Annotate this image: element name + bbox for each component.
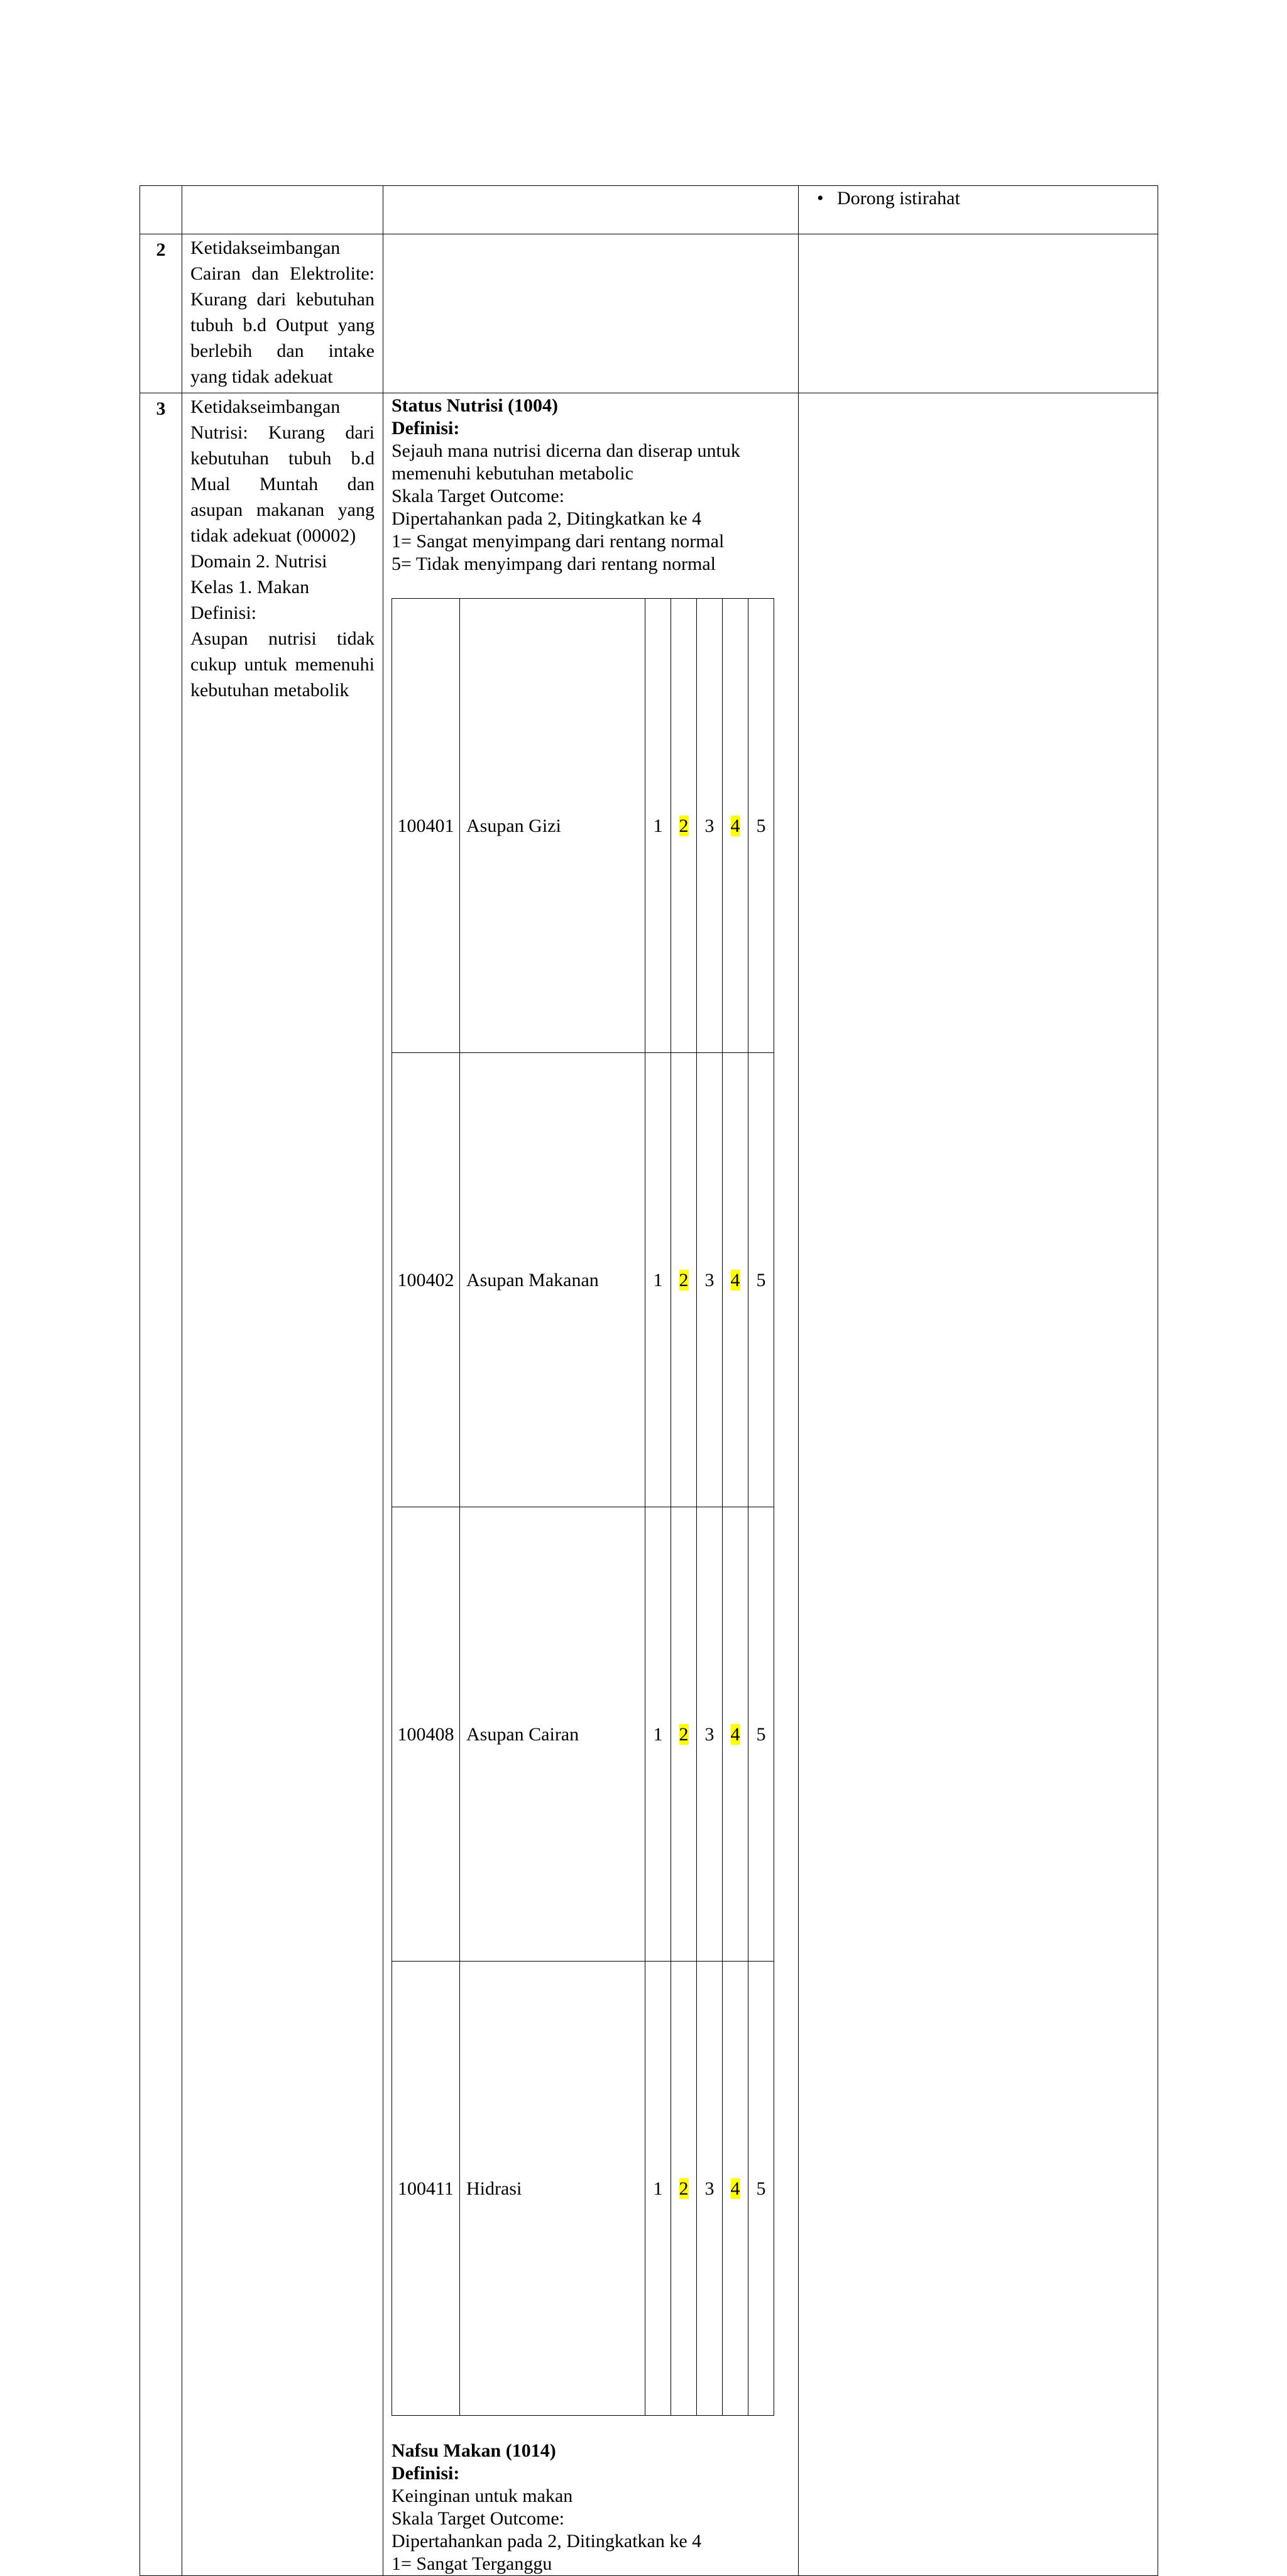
outcome-scale-high: 5= Tidak menyimpang dari rentang normal <box>392 554 716 574</box>
score-2 <box>671 1962 697 2416</box>
indicator-code: 100402 <box>392 1053 460 1507</box>
bullet-icon: • <box>817 188 824 209</box>
score-1: 1 <box>645 1962 671 2416</box>
score-4 <box>723 1962 748 2416</box>
outcome-scale-low: 1= Sangat menyimpang dari rentang normal <box>392 531 725 552</box>
indicator-row <box>392 599 774 1053</box>
score-4 <box>723 1507 748 1962</box>
indicator-table <box>392 598 774 2416</box>
indicator-name: Hidrasi <box>460 1962 645 2416</box>
number-cell <box>140 186 182 234</box>
diagnosis-definition: Asupan nutrisi tidak cukup untuk memenuhi kebutuhan metabolik <box>190 628 375 701</box>
score-3: 3 <box>697 599 723 1053</box>
score-5: 5 <box>748 1507 774 1962</box>
score-2-highlight: 2 <box>679 1269 689 1291</box>
row-number: 2 <box>140 234 182 393</box>
care-plan-table <box>140 185 1158 2576</box>
score-4-highlight: 4 <box>730 815 740 836</box>
outcome-definition: Keinginan untuk makan <box>392 2486 573 2506</box>
outcome-scale-low: 1= Sangat Terganggu <box>392 2553 552 2574</box>
outcome-scale-label: Skala Target Outcome: <box>392 2508 565 2529</box>
intervention-cell <box>799 186 1158 234</box>
indicator-name: Asupan Cairan <box>460 1507 645 1962</box>
score-4 <box>723 1053 748 1507</box>
outcome-title: Nafsu Makan (1014) <box>392 2440 556 2461</box>
outcome-definition: Sejauh mana nutrisi dicerna dan diserap untuk memenuhi kebutuhan metabolic <box>392 440 740 484</box>
table-row <box>140 234 1158 393</box>
indicator-row <box>392 1962 774 2416</box>
score-2 <box>671 599 697 1053</box>
score-3: 3 <box>697 1053 723 1507</box>
score-2-highlight: 2 <box>679 1723 689 1745</box>
outcome-cell <box>383 393 799 2576</box>
score-2 <box>671 1507 697 1962</box>
score-5: 5 <box>748 1053 774 1507</box>
score-2 <box>671 1053 697 1507</box>
diagnosis-definition-label: Definisi: <box>190 603 256 623</box>
indicator-code: 100411 <box>392 1962 460 2416</box>
outcome-cell <box>383 234 799 393</box>
outcome-definition-label: Definisi: <box>392 418 460 439</box>
diagnosis-class: Kelas 1. Makan <box>190 577 310 598</box>
intervention-cell <box>799 393 1158 2576</box>
diagnosis-cell <box>182 234 383 393</box>
intervention-text: Dorong istirahat <box>837 188 960 209</box>
table-row <box>140 186 1158 234</box>
score-3: 3 <box>697 1962 723 2416</box>
outcome-target: Dipertahankan pada 2, Ditingkatkan ke 4 <box>392 508 702 529</box>
outcome-target: Dipertahankan pada 2, Ditingkatkan ke 4 <box>392 2531 702 2551</box>
score-4 <box>723 599 748 1053</box>
score-4-highlight: 4 <box>730 1723 740 1745</box>
score-5: 5 <box>748 1962 774 2416</box>
diagnosis-cell <box>182 393 383 2576</box>
outcome-scale-label: Skala Target Outcome: <box>392 486 565 506</box>
outcome-definition-label: Definisi: <box>392 2463 460 2484</box>
score-1: 1 <box>645 1053 671 1507</box>
score-5: 5 <box>748 599 774 1053</box>
score-4-highlight: 4 <box>730 2178 740 2199</box>
score-2-highlight: 2 <box>679 815 689 836</box>
diagnosis-block <box>190 393 375 703</box>
outcome-block <box>392 393 790 2575</box>
score-1: 1 <box>645 1507 671 1962</box>
score-1: 1 <box>645 599 671 1053</box>
diagnosis-text: Ketidakseimbangan Nutrisi: Kurang dari kebutuhan tubuh b.d Mual Muntah dan asupan makanan yang tidak adekuat (00002) <box>190 396 375 546</box>
diagnosis-cell <box>182 186 383 234</box>
score-4-highlight: 4 <box>730 1269 740 1291</box>
intervention-bullet-item <box>807 186 1149 211</box>
intervention-cell <box>799 234 1158 393</box>
diagnosis-domain: Domain 2. Nutrisi <box>190 551 327 572</box>
indicator-row <box>392 1507 774 1962</box>
outcome-title: Status Nutrisi (1004) <box>392 395 559 416</box>
indicator-code: 100401 <box>392 599 460 1053</box>
indicator-name: Asupan Makanan <box>460 1053 645 1507</box>
indicator-code: 100408 <box>392 1507 460 1962</box>
row-number: 3 <box>140 393 182 2576</box>
score-3: 3 <box>697 1507 723 1962</box>
indicator-row <box>392 1053 774 1507</box>
outcome-cell <box>383 186 799 234</box>
table-row <box>140 393 1158 2576</box>
score-2-highlight: 2 <box>679 2178 689 2199</box>
indicator-name: Asupan Gizi <box>460 599 645 1053</box>
diagnosis-text: Ketidakseimbangan Cairan dan Elektrolite: Kurang dari kebutuhan tubuh b.d Output yang berlebih dan intake yang tidak adekuat <box>190 237 375 387</box>
